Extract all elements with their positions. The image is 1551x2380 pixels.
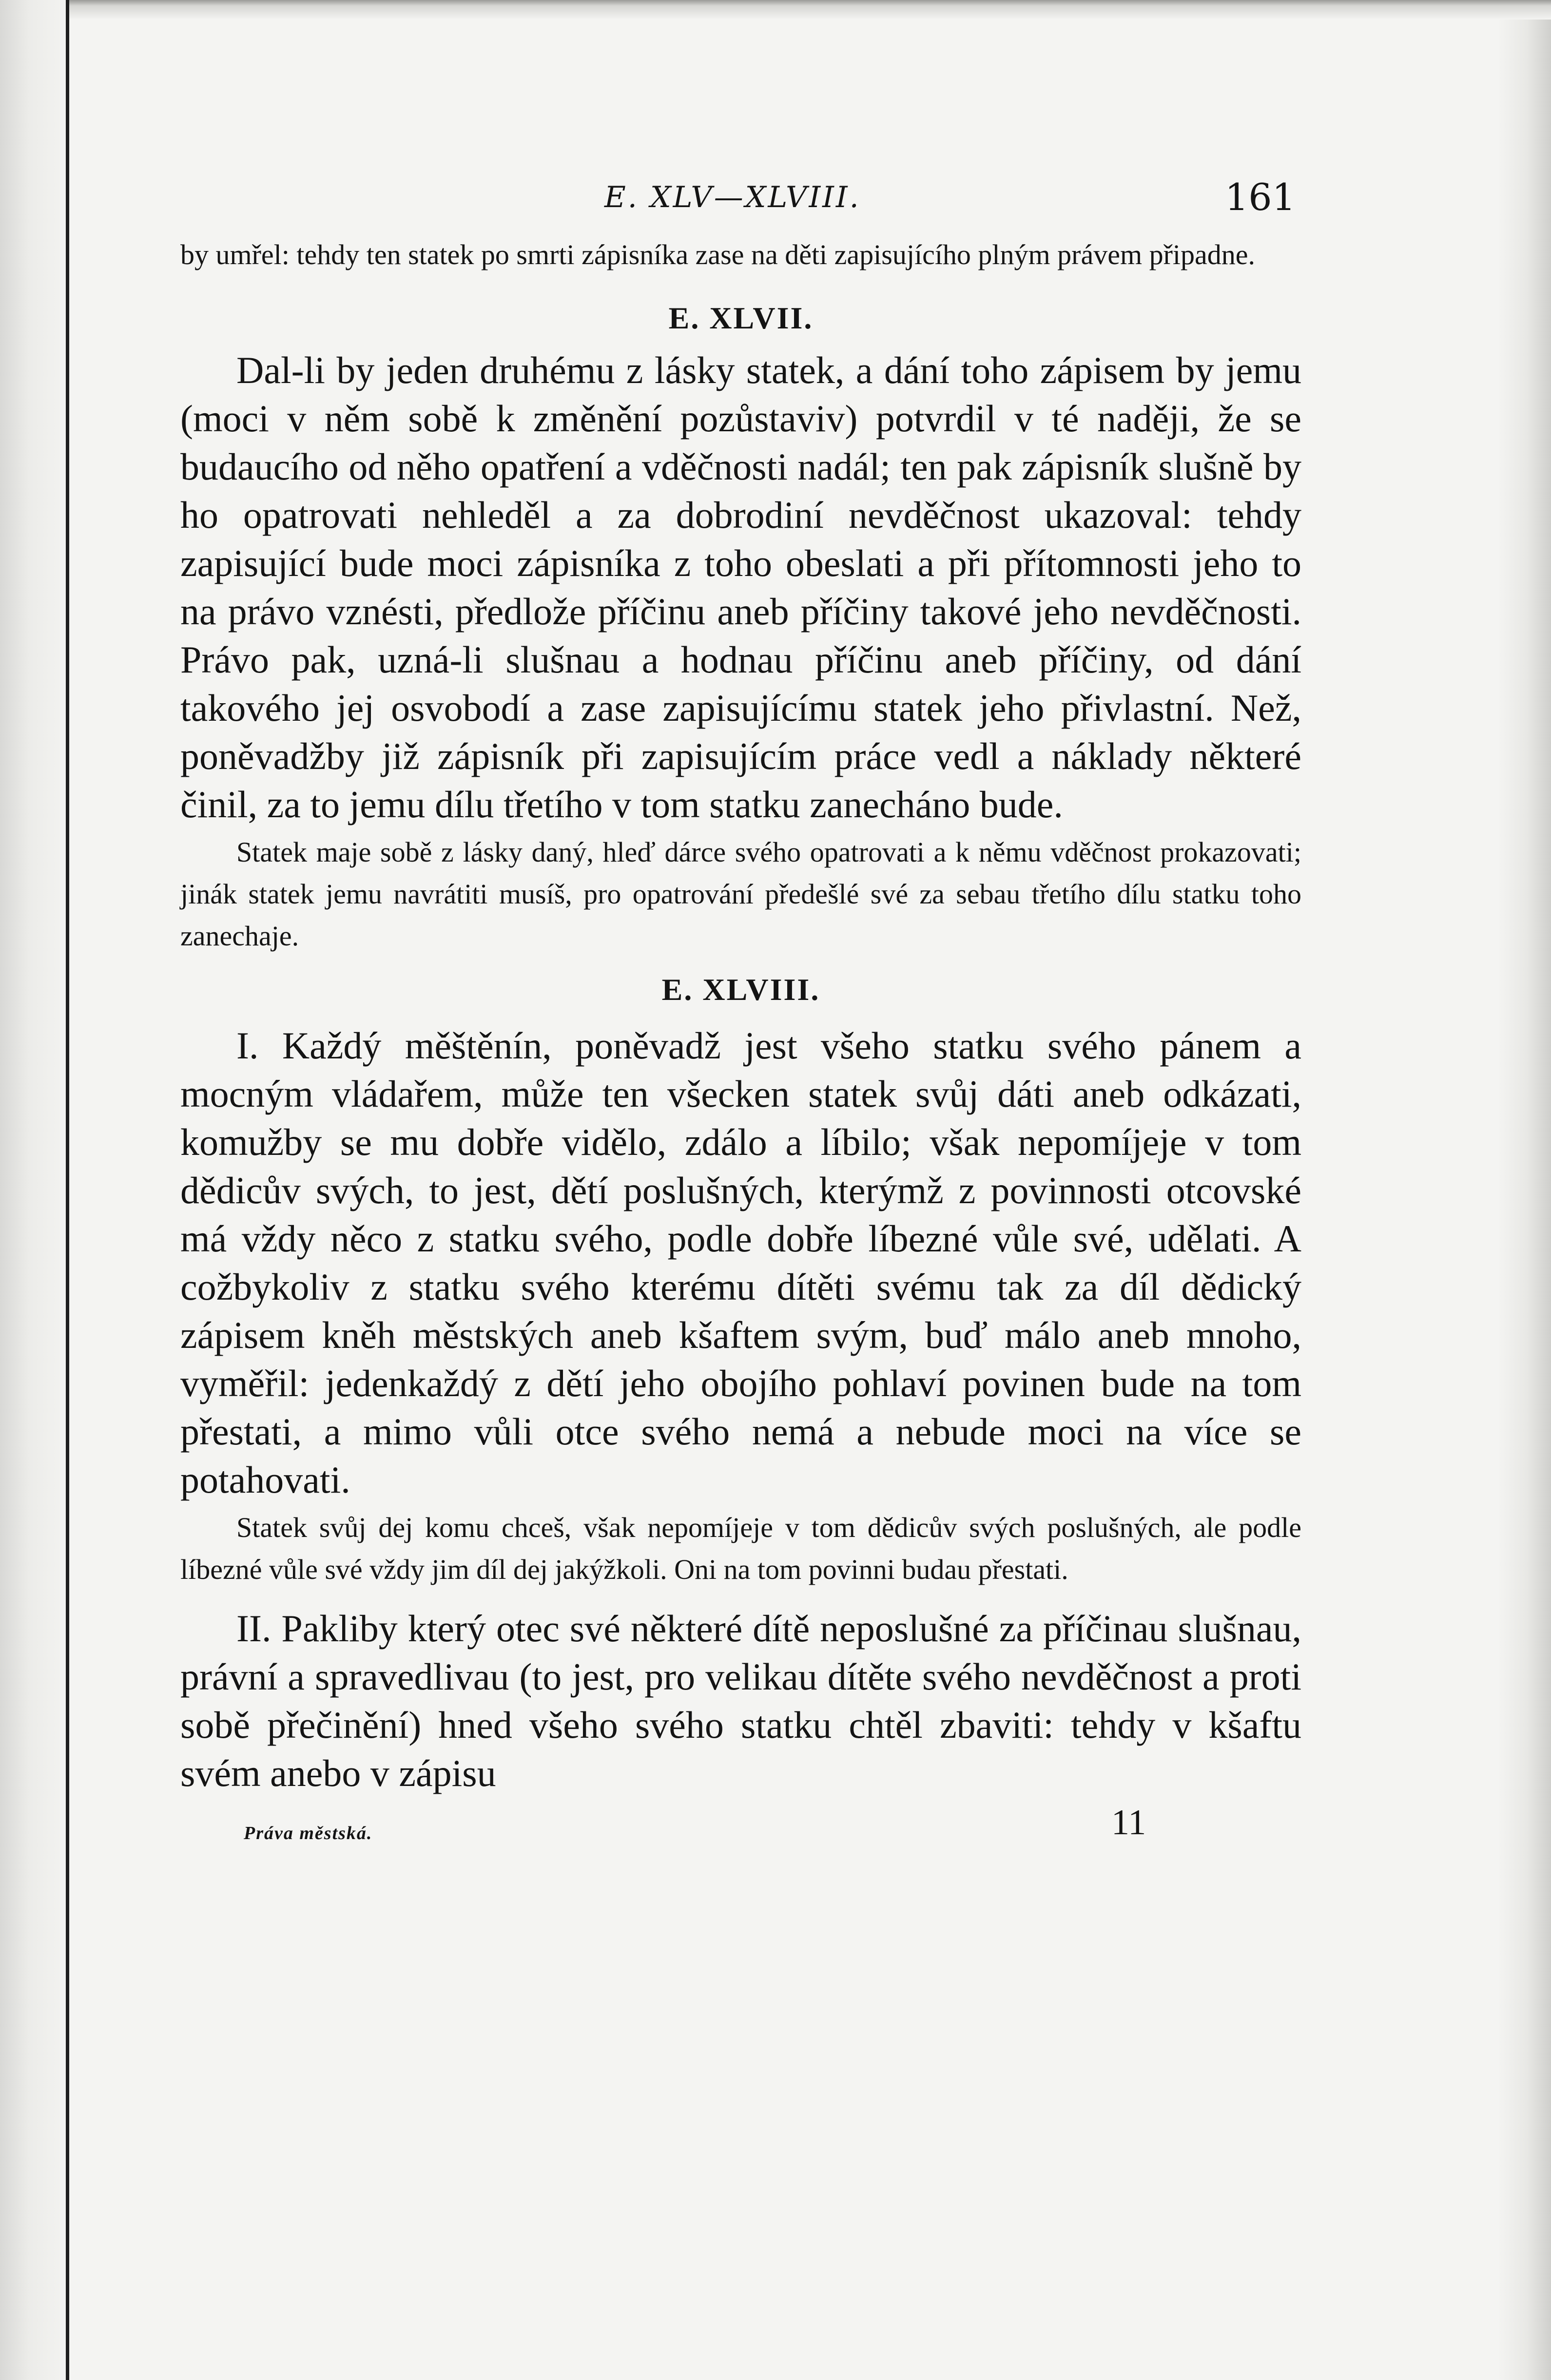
scan-top-margin <box>69 0 1551 19</box>
signature-title: Práva městská. <box>244 1823 373 1843</box>
running-head-title: E. XLV—XLVIII. <box>604 180 861 214</box>
section-48-paragraph-2 <box>180 1604 1301 1797</box>
section-47-heading: E. XLVII. <box>668 301 814 335</box>
paragraph-1-text: Každý měštěnín, poněvadž jest všeho statku svého pánem a mocným vládařem, může ten všecken statek svůj dáti aneb odkázati, komužby se mu dobře vidělo, zdálo a líbilo; však nepomíjeje v tom dědicův svých, to jest, dětí poslušných, kterýmž z povinnosti otcovské má vždy něco z statku svého, podle dobře líbezné vůle své, udělati. A cožbykoliv z statku svého kterému dítěti svému tak za díl dědický zápisem kněh městských aneb kšaftem svým, buď málo aneb mnoho, vyměřil: jedenkaždý z dětí jeho obojího pohlaví povinen bude na tom přestati, a mimo vůli otce svého nemá a nebude moci na více se potahovati. <box>180 1024 1302 1501</box>
scan-right-margin <box>1497 0 1551 2380</box>
running-head <box>180 171 1301 234</box>
section-48-paragraph-1 <box>180 1021 1301 1504</box>
section-48-summary: Statek svůj dej komu chceš, však nepomíjeje v tom dědicův svých poslušných, ale podle líbezné vůle své vždy jim díl dej jakýžkoli. Oni na tom povinni budau přestati. <box>180 1512 1301 1585</box>
scan-binding-line <box>66 0 69 2380</box>
paragraph-numeral-2: II. <box>236 1607 271 1650</box>
scan-left-margin <box>0 0 73 2380</box>
section-48-heading: E. XLVIII. <box>661 972 820 1007</box>
section-47-summary: Statek maje sobě z lásky daný, hleď dárce svého opatrovati a k němu vděčnost prokazovati; jinák statek jemu navrátiti musíš, pro opatrování předešlé své za sebau třetího dílu statku toho zanechaje. <box>180 836 1301 952</box>
paragraph-numeral-1: I. <box>236 1024 259 1067</box>
signature-number: 11 <box>1111 1803 1146 1843</box>
section-47-text: Dal-li by jeden druhému z lásky statek, a dání toho zápisem by jemu (moci v něm sobě k změnění pozůstaviv) potvrdil v té naději, že se budaucího od něho opatření a vděčnosti nadál; ten pak zápisník slušně by ho opatrovati nehleděl a za dobrodiní nevděčnost ukazoval: tehdy zapisující bude moci zápisníka z toho obeslati a při přítomnosti jeho to na právo vznésti, předlože příčinu aneb příčiny takové jeho nevděčnosti. Právo pak, uzná-li slušnau a hodnau příčinu aneb příčiny, od dání takového jej osvobodí a zase zapisujícímu statek jeho přivlastní. Než, poněvadžby již zápisník při zapisujícím práce vedl a náklady některé činil, za to jemu dílu třetího v tom statku zanecháno bude. <box>180 349 1301 825</box>
page-footer <box>180 1802 1301 1856</box>
book-page <box>180 171 1301 1856</box>
page-number: 161 <box>1224 175 1296 219</box>
paragraph-2-text: Pakliby který otec své některé dítě neposlušné za příčinau slušnau, právní a spravedlivau (to jest, pro velikau dítěte svého nevděčnost a proti sobě přečinění) hned všeho svého statku chtěl zbaviti: tehdy v kšaftu svém anebo v zápisu <box>180 1607 1301 1794</box>
carryover-note: by umřel: tehdy ten statek po smrti zápisníka zase na děti zapisujícího plným právem připadne. <box>180 239 1255 270</box>
